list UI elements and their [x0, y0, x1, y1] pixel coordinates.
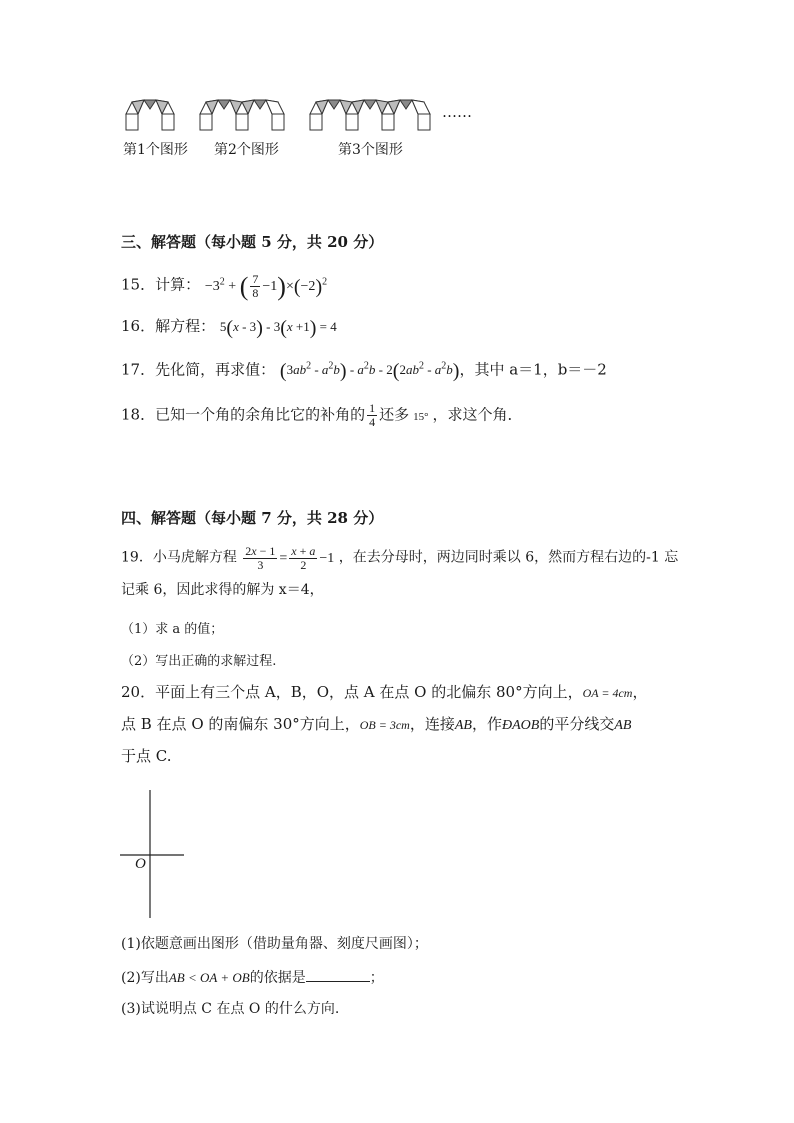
q20-sub-2-suffix: 的依据是: [249, 970, 306, 986]
q20-line-3: 于点 C.: [121, 747, 172, 765]
q20-sub-2: [121, 967, 384, 988]
q18-degree: 15°: [413, 410, 429, 423]
q15-number: 15．: [121, 275, 156, 294]
figure-label-2: 第2个图形: [214, 142, 279, 158]
question-20-line-2: [121, 714, 631, 736]
q19-prefix: 小马虎解方程: [152, 549, 237, 566]
answer-blank[interactable]: [306, 967, 370, 982]
q19-equation: $\frac{2x - 1}{3}$ = $\frac{x + a}{2}$ −1: [245, 544, 335, 572]
q20-angle: ÐAOB: [501, 718, 540, 733]
q18-text-after: 还多: [379, 405, 410, 424]
q20-sub-2-prefix: (2)写出: [121, 970, 169, 986]
question-18: [121, 402, 523, 429]
figure-1: [126, 100, 174, 130]
q20-inequality: AB < OA + OB: [168, 970, 250, 985]
section-3-heading: 三、解答题（每小题 5 分，共 20 分）: [121, 233, 384, 251]
q20-line-1-text: 平面上有三个点 A，B，O，点 A 在点 O 的北偏东 80°方向上，: [155, 683, 583, 701]
q20-ab-2: AB: [614, 718, 632, 733]
pattern-figures: [118, 92, 488, 134]
q20-line-2c: ，作: [471, 715, 502, 733]
q17-number: 17．: [121, 360, 156, 379]
section-4-heading: 四、解答题（每小题 7 分，共 28 分）: [121, 509, 384, 527]
question-19-line-1: [121, 545, 678, 572]
q20-line-2d: 的平分线交: [539, 715, 615, 733]
q19-number: 19．: [121, 549, 153, 566]
figure-label-3: 第3个图形: [338, 142, 403, 158]
q17-condition: ，其中 a＝1，b＝－2: [459, 360, 607, 379]
q20-ob: OB = 3cm: [359, 718, 410, 732]
q16-number: 16．: [121, 317, 156, 335]
direction-axes: [118, 788, 188, 920]
q18-text-end: ，求这个角．: [432, 405, 523, 424]
question-16: [121, 316, 337, 338]
q16-equation: 5(x - 3) - 3(x +1) = 4: [219, 317, 337, 340]
q18-number: 18．: [121, 405, 156, 424]
figure-3: [310, 100, 430, 130]
q19-sub-1: （1）求 a 的值；: [121, 622, 224, 637]
q20-line-2b: ，连接: [409, 715, 455, 733]
q20-oa: OA = 4cm: [582, 686, 633, 700]
q19-sub-2: （2）写出正确的求解过程.: [121, 654, 277, 669]
q17-text: 先化简，再求值：: [155, 360, 276, 379]
question-15: [121, 272, 327, 300]
q20-number: 20．: [121, 683, 156, 701]
q18-fraction: $\frac{1}{4}$: [369, 401, 376, 429]
question-20-line-1: 20．平面上有三个点 A，B，O，点 A 在点 O 的北偏东 80°方向上，OA = 4cm，: [121, 683, 648, 701]
q15-expression: $-3^2$ + ( $\frac{7}{8}$ $-1)\times(-2)^2$: [204, 271, 328, 301]
q18-text-before: 已知一个角的余角比它的补角的: [155, 405, 366, 424]
q19-suffix: ，在去分母时，两边同时乘以 6，然而方程右边的-1 忘: [338, 549, 679, 566]
q20-sub-1: (1)依题意画出图形（借助量角器、刻度尺画图）；: [121, 936, 428, 952]
figure-label-1: 第1个图形: [123, 142, 188, 158]
q15-text: 计算：: [155, 275, 201, 294]
q20-sub-3: (3)试说明点 C 在点 O 的什么方向.: [121, 1001, 340, 1017]
figure-2: [200, 100, 284, 130]
q17-expression: $(3ab^2 - a^2b) - a^2b - 2(2ab^2 - a^2b)$: [279, 360, 460, 383]
continuation-dots: ……: [442, 103, 472, 121]
q20-sub-2-end: ；: [369, 970, 384, 986]
origin-label: O: [135, 856, 146, 872]
q16-text: 解方程：: [155, 317, 216, 335]
question-17: [121, 357, 607, 381]
q20-ab-1: AB: [454, 718, 472, 733]
q19-line-2: 记乘 6，因此求得的解为 x＝4，: [121, 582, 324, 598]
q20-line-2a: 点 B 在点 O 的南偏东 30°方向上，: [121, 715, 360, 733]
